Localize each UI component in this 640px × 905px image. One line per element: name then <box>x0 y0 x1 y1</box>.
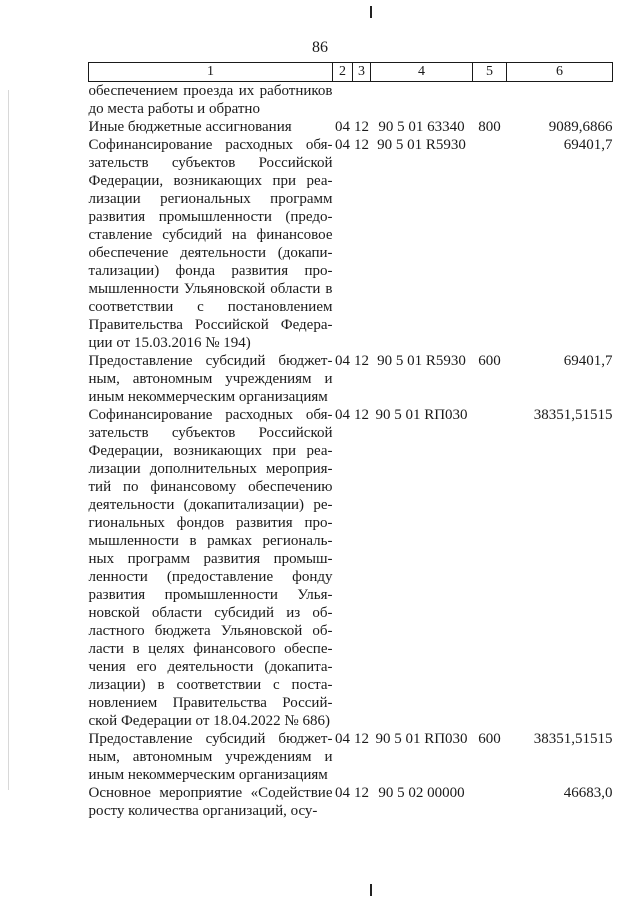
row-expense-type <box>473 406 507 730</box>
row-name: Предоставление субсидий бюджетным, автономным учреждениям и иным некоммерческим организациям <box>88 353 333 405</box>
row-target-article: 90 5 01 63340 <box>378 119 465 135</box>
row-section: 04 <box>335 353 350 369</box>
row-amount: 38351,51515 <box>533 407 613 423</box>
column-header-amount: 6 <box>507 63 613 82</box>
row-target-article: 90 5 01 R5930 <box>377 137 466 153</box>
table-row <box>89 352 613 406</box>
row-expense-type: 800 <box>478 119 501 135</box>
row-amount: 69401,7 <box>563 353 613 369</box>
row-section: 04 <box>335 137 350 153</box>
row-section <box>333 82 353 119</box>
row-amount: 9089,6866 <box>548 119 613 135</box>
row-target-article: 90 5 02 00000 <box>378 785 465 801</box>
table-row <box>89 136 613 352</box>
row-name: обеспечением проезда их работников до места работы и обратно <box>88 83 333 117</box>
row-expense-type <box>473 784 507 820</box>
row-expense-type <box>473 82 507 119</box>
row-amount: 69401,7 <box>563 137 613 153</box>
row-subsection: 12 <box>354 353 369 369</box>
table-row <box>89 406 613 730</box>
table-row <box>89 730 613 784</box>
column-header-subsection: 3 <box>353 63 371 82</box>
row-target-article <box>371 82 473 119</box>
row-amount: 38351,51515 <box>533 731 613 747</box>
row-subsection <box>353 82 371 119</box>
row-amount <box>507 82 613 119</box>
column-header-section: 2 <box>333 63 353 82</box>
table-row <box>89 82 613 119</box>
row-target-article: 90 5 01 RП030 <box>375 731 468 747</box>
row-name: Софинансирование расходных обязательств субъектов Российской Федерации, возникающих при реализации региональных программ развития промышленности (предоставление субсидий на финансовое обеспечение деятельности (докапитализации) фонда развития промышленности Ульяновской области в соответствии с постановлением Правительства Российской Федерации от 15.03.2016 № 194) <box>88 137 333 351</box>
column-header-target-article: 4 <box>371 63 473 82</box>
row-section: 04 <box>335 407 350 423</box>
row-expense-type: 600 <box>478 353 501 369</box>
row-name: Предоставление субсидий бюджетным, автономным учреждениям и иным некоммерческим организациям <box>88 731 333 783</box>
row-subsection: 12 <box>354 137 369 153</box>
column-header-expense-type: 5 <box>473 63 507 82</box>
row-expense-type <box>473 136 507 352</box>
row-amount: 46683,0 <box>563 785 613 801</box>
row-target-article: 90 5 01 R5930 <box>377 353 466 369</box>
row-section: 04 <box>335 731 350 747</box>
table-header-row <box>89 63 613 82</box>
row-name: Иные бюджетные ассигнования <box>88 119 292 135</box>
row-target-article: 90 5 01 RП030 <box>375 407 468 423</box>
row-subsection: 12 <box>354 407 369 423</box>
row-name: Софинансирование расходных обязательств субъектов Российской Федерации, возникающих при реализации дополнительных мероприятий по финансовому обеспечению деятельности (докапитализации) региональных фондов развития промышленности в рамках региональных программ развития промышленности (предоставление фонду развития промышленности Ульяновской области субсидий из областного бюджета Ульяновской области в целях финансового обеспечения его деятельности (докапитализации) в соответствии с постановлением Правительства Российской Федерации от 18.04.2022 № 686) <box>88 407 333 729</box>
row-expense-type: 600 <box>478 731 501 747</box>
table-row <box>89 784 613 820</box>
row-subsection: 12 <box>354 119 369 135</box>
row-subsection: 12 <box>354 731 369 747</box>
budget-table <box>88 62 613 820</box>
row-name: Основное мероприятие «Содействие росту количества организаций, осу- <box>88 785 333 819</box>
row-section: 04 <box>335 119 350 135</box>
scan-mark-top <box>370 6 372 18</box>
scan-mark-bottom <box>370 884 372 896</box>
page-number: 86 <box>312 39 328 56</box>
table-row <box>89 118 613 136</box>
row-section: 04 <box>335 785 350 801</box>
row-subsection: 12 <box>354 785 369 801</box>
scan-edge-line <box>8 90 9 790</box>
column-header-name: 1 <box>89 63 333 82</box>
